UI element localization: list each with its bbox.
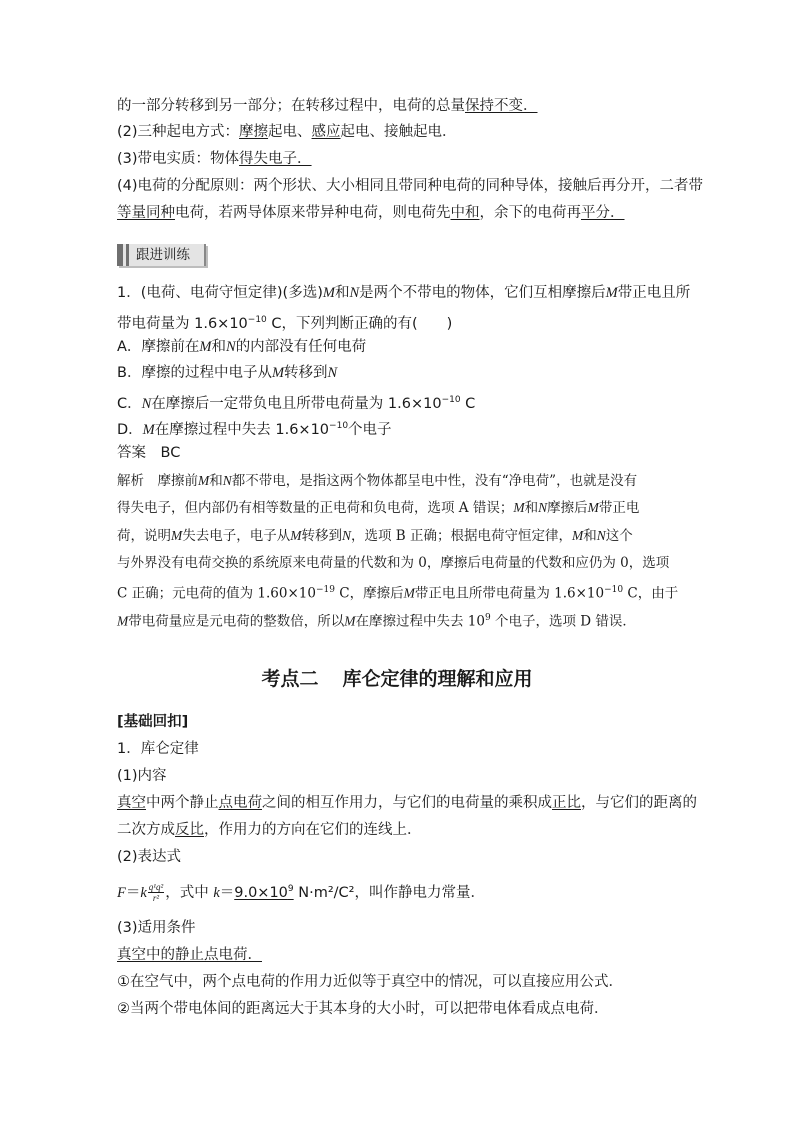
text: 在摩擦过程中失去 10 <box>355 613 485 630</box>
text: 中两个静止 <box>146 795 219 811</box>
text: 是两个不带电的物体，它们互相摩擦后 <box>359 285 606 301</box>
condition-1 <box>117 972 682 992</box>
underlined-answer: 等量同种 <box>117 205 175 221</box>
text: 在摩擦过程中失去 1.6×10 <box>154 421 330 438</box>
formula-var: k <box>140 884 147 901</box>
exponent: −19 <box>315 585 335 595</box>
text: ②当两个带电体间的距离远大于其本身的大小时，可以把带电体看成点电荷． <box>117 1001 609 1017</box>
text: 荷，说明 <box>117 528 171 544</box>
text: 的内部没有任何电荷 <box>235 339 367 355</box>
var: N <box>222 473 232 488</box>
label-bar <box>126 244 129 266</box>
analysis-line-1 <box>117 471 682 491</box>
underlined-answer <box>234 885 293 901</box>
analysis-label: 解析 <box>117 473 144 489</box>
heading-number: 考点二 <box>261 668 319 690</box>
text: 这个 <box>605 528 633 544</box>
text: 个电子，选项 D 错误． <box>490 613 636 630</box>
answer-label: 答案 <box>117 445 146 461</box>
text: 在摩擦后一定带负电且所带电荷量为 1.6×10 <box>151 395 442 412</box>
heading-title: 库仑定律的理解和应用 <box>342 668 533 690</box>
text: ，叫作静电力常量． <box>354 884 485 901</box>
var: M <box>572 528 584 543</box>
text: ，式中 <box>165 884 214 901</box>
formula-var: F <box>117 884 126 901</box>
var: M <box>171 528 183 543</box>
var: M <box>271 365 285 381</box>
formula-line <box>117 874 682 904</box>
content-line-2 <box>117 820 682 840</box>
section-heading <box>0 664 794 691</box>
text: N·m²/C² <box>293 884 355 901</box>
underlined-answer: 真空 <box>117 795 146 811</box>
text: 和 <box>524 500 539 516</box>
basics-h1a <box>117 766 682 786</box>
text: 和 <box>211 339 227 355</box>
fraction-denominator: r² <box>152 893 160 904</box>
basics-h1b <box>117 847 682 867</box>
intro-line-2 <box>117 122 682 142</box>
answer-line <box>117 443 682 463</box>
analysis-line-5 <box>117 580 682 604</box>
var: N <box>141 395 152 412</box>
section-label <box>117 244 206 266</box>
text: [基础回扣] <box>117 714 189 730</box>
exponent: −10 <box>329 421 349 431</box>
text: ＝ <box>125 884 141 901</box>
exponent: 9 <box>484 613 491 623</box>
question-stem-2 <box>117 310 682 334</box>
var: M <box>199 339 212 355</box>
text: 和 <box>334 285 350 301</box>
text: 得失电子，但内部仍有相等数量的正电荷和负电荷，选项 A 错误； <box>117 500 514 516</box>
text: 1．(电荷、电荷守恒定律)(多选) <box>117 285 323 301</box>
var: N <box>538 500 548 515</box>
option-c <box>117 390 682 414</box>
underlined-answer: 点电荷 <box>218 795 262 811</box>
text: (2)表达式 <box>117 849 182 865</box>
underlined-answer: 保持不变． <box>465 98 538 114</box>
text: ，选项 B 正确；根据电荷守恒定律， <box>351 528 573 544</box>
intro-line-4 <box>117 176 704 196</box>
text: C <box>460 395 476 412</box>
text: 与外界没有电荷交换的系统原来电荷量的代数和为 0，摩擦后电荷量的代数和应仍为 0，选项 <box>117 555 670 571</box>
text: C，下列判断正确的有( ) <box>266 315 453 332</box>
text: 带正电且所带电荷量为 1.6×10 <box>414 585 605 602</box>
var: N <box>342 528 352 543</box>
text: D． <box>117 421 143 438</box>
var: M <box>198 473 210 488</box>
text: 带正电且所 <box>617 285 691 301</box>
fraction-numerator: q¹q² <box>148 882 164 893</box>
underlined-answer: 感应 <box>311 124 341 140</box>
text: 转移到 <box>301 528 342 544</box>
underlined-answer: 真空中的静止点电荷． <box>117 947 262 963</box>
analysis-line-2 <box>117 498 682 518</box>
text: 电荷，若两导体原来带异种电荷，则电荷先 <box>175 205 451 221</box>
var: N <box>226 339 236 355</box>
text: ①在空气中，两个点电荷的作用力近似等于真空中的情况，可以直接应用公式． <box>117 974 623 990</box>
intro-line-3 <box>117 149 682 169</box>
text: A．摩擦前在 <box>117 339 200 355</box>
text: 起电、接触起电． <box>340 124 457 140</box>
underlined-answer: 正比 <box>552 795 581 811</box>
basics-h1c <box>117 918 682 938</box>
text: ，余下的电荷再 <box>479 205 581 221</box>
var: N <box>349 285 360 301</box>
underlined-answer: 反比 <box>175 822 204 838</box>
basics-h1 <box>117 739 682 759</box>
var: M <box>290 528 302 543</box>
text: 二次方成 <box>117 822 175 838</box>
text: 1．库仑定律 <box>117 741 199 757</box>
text: B．摩擦的过程中电子从 <box>117 365 272 381</box>
text: ＝ <box>219 884 235 901</box>
label-bar <box>117 244 123 266</box>
text: (1)内容 <box>117 768 167 784</box>
text: C 正确；元电荷的值为 1.60×10 <box>117 585 316 602</box>
exponent: −10 <box>604 585 624 595</box>
var: N <box>596 528 606 543</box>
text: (4)电荷的分配原则：两个形状、大小相同且带同种电荷的同种导体，接触后再分开，二者带 <box>117 178 704 194</box>
var: M <box>587 500 599 515</box>
text: 之间的相互作用力，与它们的电荷量的乘积成 <box>262 795 552 811</box>
option-a <box>117 337 682 357</box>
text: 都不带电，是指这两个物体都呈电中性，没有“净电荷”，也就是没有 <box>231 473 638 489</box>
var: M <box>142 421 155 438</box>
text: 9.0×10 <box>234 884 288 901</box>
text: 和 <box>583 528 597 544</box>
basics-title <box>117 712 682 732</box>
underlined-answer: 得失电子． <box>239 151 312 167</box>
exponent: −10 <box>441 395 461 405</box>
option-b <box>117 363 682 383</box>
text: 摩擦前 <box>157 473 198 489</box>
question-stem-1 <box>117 283 691 303</box>
text: 带正电 <box>598 500 640 516</box>
text: 和 <box>209 473 223 489</box>
text: 转移到 <box>284 365 328 381</box>
var: M <box>605 285 618 301</box>
condition-2 <box>117 999 682 1019</box>
option-d <box>117 416 682 440</box>
exponent: 9 <box>287 884 294 894</box>
text: (3)带电实质：物体 <box>117 151 240 167</box>
text: 失去电子，电子从 <box>182 528 291 544</box>
formula-fraction <box>148 882 164 903</box>
analysis-line-6 <box>117 608 682 632</box>
text: C． <box>117 395 142 412</box>
text: 摩擦后 <box>547 500 588 516</box>
formula-var: k <box>213 884 220 901</box>
text: 个电子 <box>348 421 392 438</box>
var: M <box>322 285 335 301</box>
text: C，摩擦后 <box>334 585 404 602</box>
exponent: −10 <box>247 315 267 325</box>
text: 起电、 <box>268 124 312 140</box>
var: M <box>344 613 356 629</box>
var: M <box>513 500 525 515</box>
intro-line-1 <box>117 96 682 116</box>
analysis-line-3 <box>117 526 682 546</box>
text: (3)适用条件 <box>117 920 196 936</box>
underlined-answer: 中和 <box>450 205 480 221</box>
text: 的一部分转移到另一部分；在转移过程中，电荷的总量 <box>117 98 465 114</box>
text: 带电荷量应是元电荷的整数倍，所以 <box>128 613 345 630</box>
content-line-1 <box>117 793 697 813</box>
text: 带电荷量为 1.6×10 <box>117 315 248 332</box>
intro-line-5 <box>117 203 682 223</box>
var: M <box>117 613 129 629</box>
var: M <box>403 585 415 601</box>
text: ，作用力的方向在它们的连线上． <box>204 822 422 838</box>
section-label-text: 跟进训练 <box>136 247 190 263</box>
answer-value: BC <box>160 445 181 461</box>
text: (2)三种起电方式： <box>117 124 240 140</box>
underlined-answer: 摩擦 <box>239 124 269 140</box>
text: ，与它们的距离的 <box>581 795 697 811</box>
analysis-line-4 <box>117 553 682 573</box>
text: C，由于 <box>623 585 679 602</box>
var: N <box>327 365 338 381</box>
condition-answer <box>117 945 682 965</box>
underlined-answer: 平分． <box>581 205 625 221</box>
